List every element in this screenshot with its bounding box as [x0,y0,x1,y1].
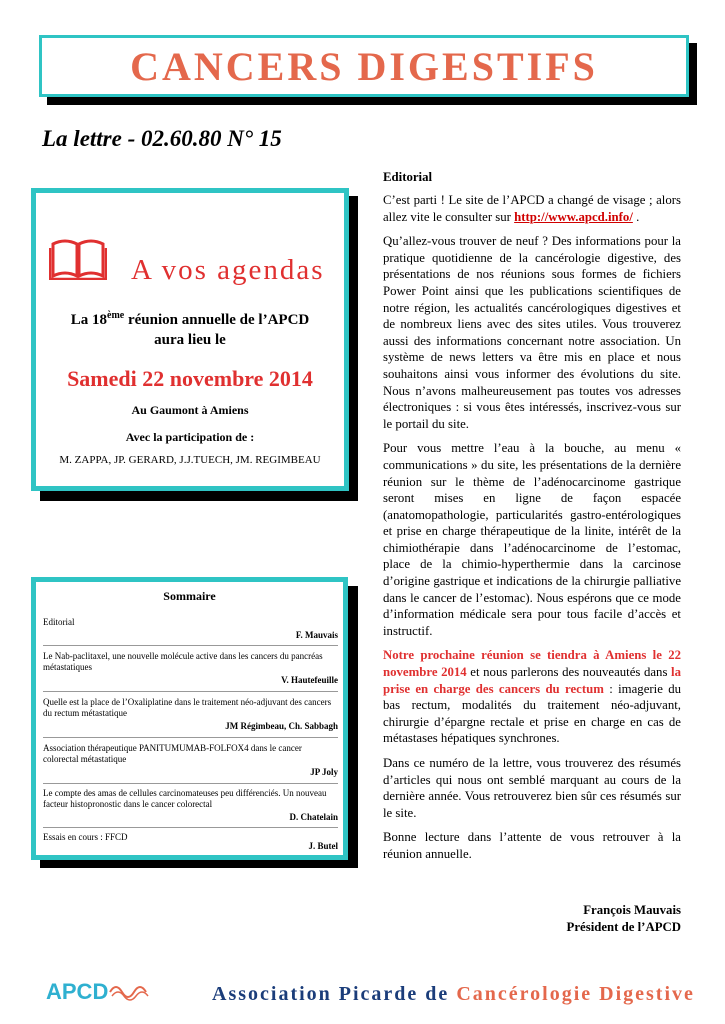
agenda-place: Au Gaumont à Amiens [131,403,249,417]
editorial-body [383,192,681,871]
agenda-heading: A vos agendas [131,254,325,286]
sommaire-item [43,832,338,852]
site-link[interactable]: http://www.apcd.info/ [514,209,633,224]
sommaire-item-text: Quelle est la place de l’Oxaliplatine dans le traitement néo-adjuvant des cancers du rectum métastatique [43,697,332,718]
sommaire-divider [43,645,338,646]
sommaire-item-text: Association thérapeutique PANITUMUMAB-FOLFOX4 dans le cancer colorectal métastatique [43,743,302,764]
sommaire-divider [43,691,338,692]
signature [383,902,681,936]
editorial-paragraph: Pour vous mettre l’eau à la bouche, au menu « communications » du site, les présentations de la dernière réunion sur le thème de l’adénocarcinome gastrique seront mises en ligne de façon espacée (anatomopathologie, particularités gastro-entérologiques et prise en charge thérapeutique de la linite, intérêt de la chimiothérapie dans l’adénocarcinome de l’estomac, place de la chimio-hyperthermie dans la carcinose d’origine gastrique et indications de la chirurgie palliative dans le cancer de l’estomac). Nous espérons que ce mode d’information médicale sera pour tous facile d’accès et instructif. [383,441,681,638]
editorial-paragraph: Qu’allez-vous trouver de neuf ? Des informations pour la pratique quotidienne de la cancérologie digestive, des présentations de nos réunions sous formes de fichiers Power Point ainsi que les publications scientifiques de notre région, les actualités cancérologiques digestives et de nombreux liens avec des sites utiles. Vous trouverez aussi des informations concernant notre association. Un système de news letters va être mis en place et nous souhaitons ainsi vous informer des évolutions du site. Nous n’avons malheureusement pas toutes vos adresses électroniques : si vous êtes intéressés, inscrivez-vous sur le portail du site. [383,234,681,431]
signature-name: François Mauvais [583,903,681,917]
sommaire-item [43,651,338,686]
editorial-paragraph: Bonne lecture dans l’attente de vous retrouver à la réunion annuelle. [383,830,681,861]
apcd-logo [46,978,158,1004]
sommaire-item [43,788,338,823]
sommaire-box [31,577,348,860]
agenda-date: Samedi 22 novembre 2014 [67,366,313,391]
page-title: CANCERS DIGESTIFS [130,43,598,89]
editorial-heading: Editorial [383,170,433,184]
sommaire-item [43,743,338,778]
sommaire-item-text: Editorial [43,617,75,627]
agenda-meeting-line2: aura lieu le [154,332,226,348]
footer-association-name: Association Picarde de Cancérologie Digestive [212,983,695,1005]
agenda-participation: Avec la participation de : [125,430,255,444]
sommaire-item-author: JP Joly [310,767,338,777]
sommaire-item-author: F. Mauvais [295,630,338,640]
sommaire-item-author: JM Régimbeau, Ch. Sabbagh [225,721,338,731]
agenda-speakers: M. ZAPPA, JP. GERARD, J.J.TUECH, JM. REGIMBEAU [59,454,321,466]
signature-role: Président de l’APCD [566,920,681,934]
logo-text: APCD [46,979,109,1004]
sommaire-divider [43,827,338,828]
agenda-meeting-line: La 18ème réunion annuelle de l’APCD [70,310,310,328]
sommaire-item-author: D. Chatelain [289,812,338,822]
open-book-icon [49,236,107,280]
sommaire-item-text: Le Nab-paclitaxel, une nouvelle molécule active dans les cancers du pancréas métastatiques [43,651,323,672]
sommaire-divider [43,737,338,738]
title-box [39,35,689,97]
sommaire-item [43,617,338,641]
newsletter-subtitle: La lettre - 02.60.80 N° 15 [42,126,282,151]
editorial-paragraph: Notre prochaine réunion se tiendra à Amiens le 22 novembre 2014 et nous parlerons des nouveautés dans la prise en charge des cancers du rectum : imagerie du bas rectum, modalités du traitement néo-adjuvant, chirurgie d’épargne rectale et prise en charge en cas de métastases hépatiques synchrones. [383,648,682,746]
sommaire-item-text: Essais en cours : FFCD [43,832,128,842]
title-banner [39,35,695,103]
sommaire-item-author: V. Hautefeuille [281,675,338,685]
editorial-paragraph: Dans ce numéro de la lettre, vous trouverez des résumés d’articles qui nous ont semblé marquant au cours de la dernière année. Vous retrouverez bien sûr ces résumés sur le site. [383,756,681,820]
sommaire-item [43,697,338,732]
sommaire-item-author: J. Butel [308,841,338,851]
sommaire-item-text: Le compte des amas de cellules carcinomateuses peu différenciés. Un nouveau facteur histopronostic dans le cancer colorectal [43,788,327,809]
sommaire-title: Sommaire [163,589,216,603]
agenda-box [31,188,349,491]
editorial-paragraph: C’est parti ! Le site de l’APCD a changé de visage ; alors allez vite le consulter sur http://www.apcd.info/ . [383,193,681,224]
sommaire-divider [43,783,338,784]
